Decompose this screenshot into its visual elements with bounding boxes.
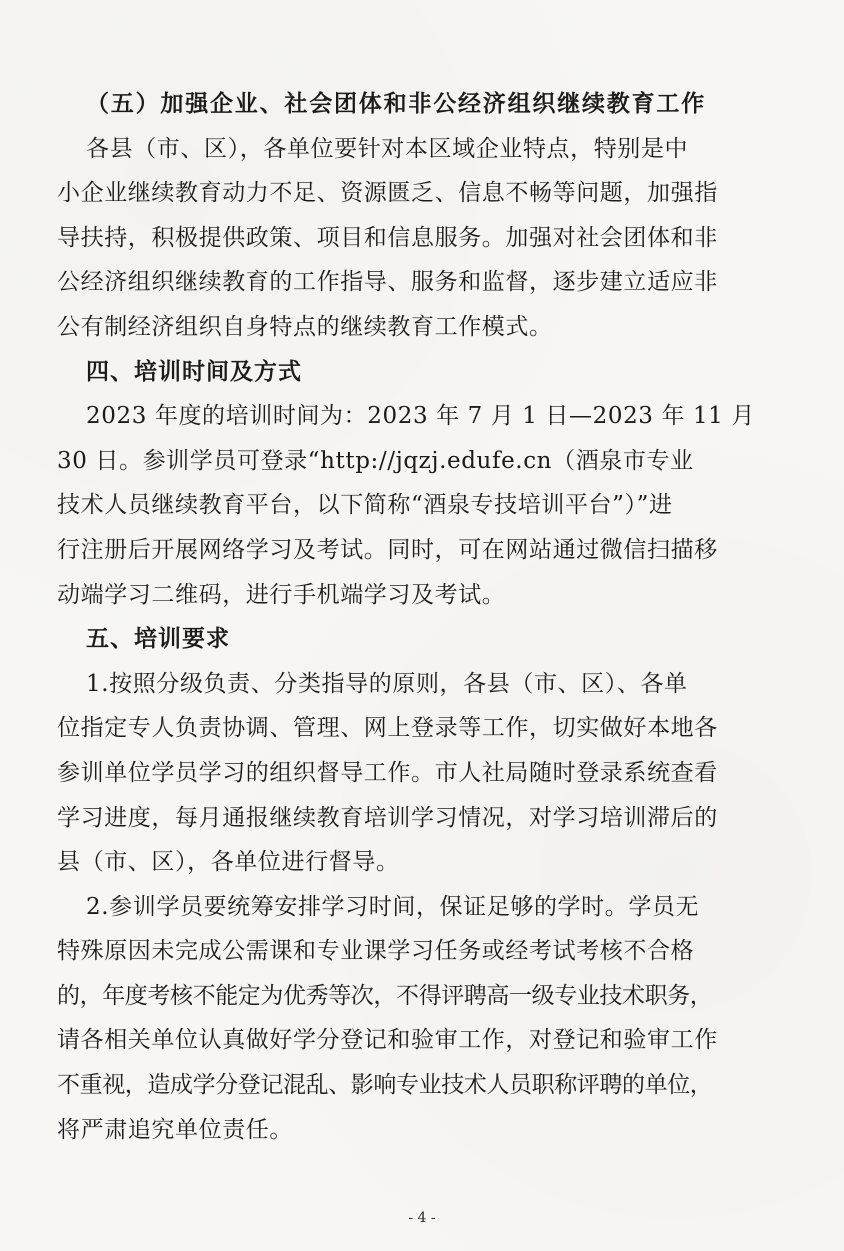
paragraph-line: 各县（市、区），各单位要针对本区域企业特点，特别是中: [86, 135, 689, 162]
page-number: - 4 -: [408, 1210, 436, 1226]
paragraph-line: 2.参训学员要统筹安排学习时间，保证足够的学时。学员无: [86, 893, 700, 920]
paragraph-line: 1.按照分级负责、分类指导的原则，各县（市、区）、各单: [86, 670, 688, 697]
paragraph-line: 公有制经济组织自身特点的继续教育工作模式。: [57, 313, 553, 340]
paragraph-line: 导扶持，积极提供政策、项目和信息服务。加强对社会团体和非: [57, 224, 718, 251]
paragraph-line: 行注册后开展网络学习及考试。同时，可在网站通过微信扫描移: [57, 536, 718, 563]
paragraph-line: 县（市、区），各单位进行督导。: [57, 849, 400, 876]
paragraph-line: 公经济组织继续教育的工作指导、服务和监督，逐步建立适应非: [57, 269, 718, 296]
paragraph-line: 学习进度，每月通报继续教育培训学习情况，对学习培训滞后的: [57, 804, 718, 831]
paragraph-line: 动端学习二维码，进行手机端学习及考试。: [57, 581, 506, 608]
paragraph-line: 不重视，造成学分登记混乱、影响专业技术人员职称评聘的单位，: [57, 1072, 713, 1099]
paragraph-line: 30 日。参训学员可登录“http://jqzj.edufe.cn（酒泉市专业: [57, 447, 694, 474]
paragraph-line: 将严肃追究单位责任。: [57, 1116, 293, 1143]
section-heading: （五）加强企业、社会团体和非公经济组织继续教育工作: [86, 90, 706, 117]
paragraph-line: 位指定专人负责协调、管理、网上登录等工作，切实做好本地各: [57, 715, 718, 742]
section-heading: 五、培训要求: [86, 626, 230, 653]
paragraph-line: 特殊原因未完成公需课和专业课学习任务或经考试考核不合格: [57, 938, 695, 965]
document-body: [57, 82, 755, 1152]
paragraph-line: 的，年度考核不能定为优秀等次，不得评聘高一级专业技术职务，: [57, 982, 713, 1009]
paragraph-line: 2023 年度的培训时间为：2023 年 7 月 1 日—2023 年 11 月: [86, 403, 755, 430]
paragraph-line: 请各相关单位认真做好学分登记和验审工作，对登记和验审工作: [57, 1027, 718, 1054]
paragraph-line: 参训单位学员学习的组织督导工作。市人社局随时登录系统查看: [57, 759, 718, 786]
paragraph-line: 小企业继续教育动力不足、资源匮乏、信息不畅等问题，加强指: [57, 180, 718, 207]
section-heading: 四、培训时间及方式: [86, 358, 302, 385]
paragraph-line: 技术人员继续教育平台，以下简称“酒泉专技培训平台”）”进: [57, 492, 673, 519]
